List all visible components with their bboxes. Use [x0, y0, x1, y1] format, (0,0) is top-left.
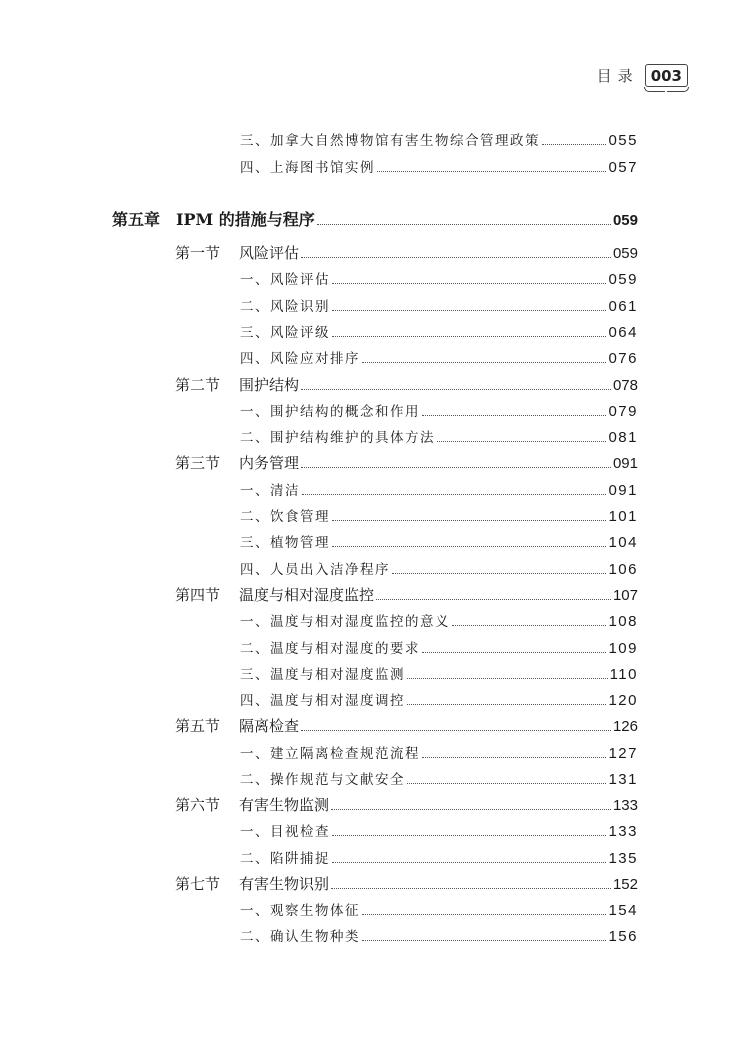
toc-section-number: 第一节: [175, 244, 221, 262]
toc-page-number: 055: [608, 132, 638, 149]
dot-leader: [332, 834, 606, 836]
dot-leader: [376, 598, 611, 600]
toc-section-row: [175, 374, 638, 398]
toc-item-title: 三、温度与相对湿度监测: [240, 667, 405, 683]
toc-item-title: 四、上海图书馆实例: [240, 160, 375, 176]
toc-item-row: [240, 321, 638, 345]
dot-leader: [422, 651, 606, 653]
toc-section-number: 第七节: [175, 875, 221, 893]
header-page-number: 003: [645, 64, 688, 87]
toc-page-number: 079: [608, 403, 638, 420]
toc-page-number: 108: [608, 613, 638, 630]
toc-section-row: [175, 873, 638, 897]
dot-leader: [437, 440, 606, 442]
toc-item-title: 二、陷阱捕捉: [240, 851, 330, 867]
toc-page-number: 109: [608, 640, 638, 657]
toc-item-row: [240, 637, 638, 661]
toc-page-number: 152: [612, 876, 638, 893]
dot-leader: [332, 282, 606, 284]
toc-item-title: 三、植物管理: [240, 535, 330, 551]
toc-page-number: 101: [608, 508, 638, 525]
toc-chapter-row: [112, 207, 638, 231]
toc-item-row: [240, 268, 638, 292]
toc-page-number: 107: [612, 587, 638, 604]
toc-item-row: [240, 129, 638, 153]
toc-section-title: 有害生物识别: [239, 875, 330, 893]
toc-item-row: [240, 505, 638, 529]
toc-section-title: 内务管理: [239, 454, 300, 472]
toc-page-number: 091: [612, 455, 638, 472]
dot-leader: [301, 388, 611, 390]
dot-leader: [332, 309, 606, 311]
dot-leader: [407, 677, 608, 679]
toc-page-number: 156: [608, 928, 638, 945]
toc-section-number: 第二节: [175, 376, 221, 394]
toc-item-title: 四、风险应对排序: [240, 351, 360, 367]
toc-chapter-title: IPM 的措施与程序: [176, 210, 315, 229]
toc-item-title: 一、风险评估: [240, 272, 330, 288]
toc-item-title: 二、温度与相对湿度的要求: [240, 641, 420, 657]
toc-page-number: 120: [608, 692, 638, 709]
toc-item-row: [240, 156, 638, 180]
toc-section-number: 第六节: [175, 796, 221, 814]
toc-page-number: 110: [609, 666, 638, 683]
toc-section-row: [175, 452, 638, 476]
toc-item-title: 一、观察生物体征: [240, 903, 360, 919]
toc-page-number: 059: [612, 212, 638, 229]
toc-item-row: [240, 400, 638, 424]
toc-page-number: 126: [612, 718, 638, 735]
toc-item-row: [240, 663, 638, 687]
dot-leader: [392, 572, 606, 574]
dot-leader: [377, 170, 606, 172]
dot-leader: [301, 729, 611, 731]
toc-section-row: [175, 242, 638, 266]
toc-page-number: 133: [608, 823, 638, 840]
toc-section-title: 温度与相对湿度监控: [239, 586, 375, 604]
toc-item-title: 三、加拿大自然博物馆有害生物综合管理政策: [240, 133, 540, 149]
toc-section-title: 风险评估: [239, 244, 300, 262]
toc-page-number: 078: [612, 377, 638, 394]
dot-leader: [422, 414, 606, 416]
toc-section-row: [175, 794, 638, 818]
toc-page-number: 127: [608, 745, 638, 762]
toc-item-title: 一、建立隔离检查规范流程: [240, 746, 420, 762]
dot-leader: [317, 223, 611, 225]
toc-item-row: [240, 847, 638, 871]
toc-section-number: 第四节: [175, 586, 221, 604]
toc-item-row: [240, 742, 638, 766]
dot-leader: [301, 256, 611, 258]
dot-leader: [332, 519, 606, 521]
dot-leader: [452, 624, 606, 626]
toc-item-title: 四、温度与相对湿度调控: [240, 693, 405, 709]
toc-item-row: [240, 479, 638, 503]
toc-page-number: 059: [612, 245, 638, 262]
toc-page-number: 059: [608, 271, 638, 288]
toc-page-number: 064: [608, 324, 638, 341]
toc-page-number: 081: [608, 429, 638, 446]
dot-leader: [301, 466, 611, 468]
dot-leader: [422, 756, 606, 758]
dot-leader: [302, 493, 606, 495]
toc-item-row: [240, 768, 638, 792]
dot-leader: [407, 703, 606, 705]
toc-section-title: 有害生物监测: [239, 796, 330, 814]
toc-chapter-number: 第五章: [112, 210, 161, 229]
toc-page-number: 154: [608, 902, 638, 919]
toc-item-row: [240, 531, 638, 555]
toc-item-row: [240, 899, 638, 923]
toc-item-row: [240, 295, 638, 319]
toc-section-title: 围护结构: [239, 376, 300, 394]
toc-page-number: 076: [608, 350, 638, 367]
dot-leader: [331, 808, 611, 810]
page-header: [597, 64, 688, 87]
dot-leader: [542, 143, 606, 145]
dot-leader: [332, 861, 606, 863]
dot-leader: [362, 361, 606, 363]
toc-item-title: 三、风险评级: [240, 325, 330, 341]
dot-leader: [362, 939, 606, 941]
dot-leader: [332, 545, 606, 547]
toc-page-number: 106: [608, 561, 638, 578]
toc-item-title: 二、围护结构维护的具体方法: [240, 430, 435, 446]
header-label: 目录: [596, 67, 639, 85]
toc-item-title: 一、目视检查: [240, 824, 330, 840]
toc-page-number: 057: [608, 159, 638, 176]
toc-section-number: 第五节: [175, 717, 221, 735]
toc-section-row: [175, 715, 638, 739]
toc-page-number: 104: [608, 534, 638, 551]
toc-section-row: [175, 584, 638, 608]
dot-leader: [332, 335, 606, 337]
toc-item-title: 四、人员出入洁净程序: [240, 562, 390, 578]
toc-item-row: [240, 820, 638, 844]
toc-item-title: 二、操作规范与文献安全: [240, 772, 405, 788]
toc-item-title: 一、围护结构的概念和作用: [240, 404, 420, 420]
toc-page-number: 133: [612, 797, 638, 814]
dot-leader: [407, 782, 606, 784]
toc-item-row: [240, 925, 638, 949]
toc-item-title: 一、温度与相对湿度监控的意义: [240, 614, 450, 630]
toc-section-title: 隔离检查: [239, 717, 300, 735]
toc-page-number: 135: [608, 850, 638, 867]
toc-item-title: 二、饮食管理: [240, 509, 330, 525]
toc-item-row: [240, 610, 638, 634]
dot-leader: [331, 887, 611, 889]
dot-leader: [362, 913, 606, 915]
toc-item-title: 一、清洁: [240, 483, 300, 499]
toc-item-title: 二、确认生物种类: [240, 929, 360, 945]
toc-item-row: [240, 558, 638, 582]
toc-section-number: 第三节: [175, 454, 221, 472]
toc-page-number: 131: [608, 771, 638, 788]
toc-item-title: 二、风险识别: [240, 299, 330, 315]
toc-page-number: 061: [608, 298, 638, 315]
toc-item-row: [240, 689, 638, 713]
toc-item-row: [240, 347, 638, 371]
toc-item-row: [240, 426, 638, 450]
toc-page-number: 091: [608, 482, 638, 499]
